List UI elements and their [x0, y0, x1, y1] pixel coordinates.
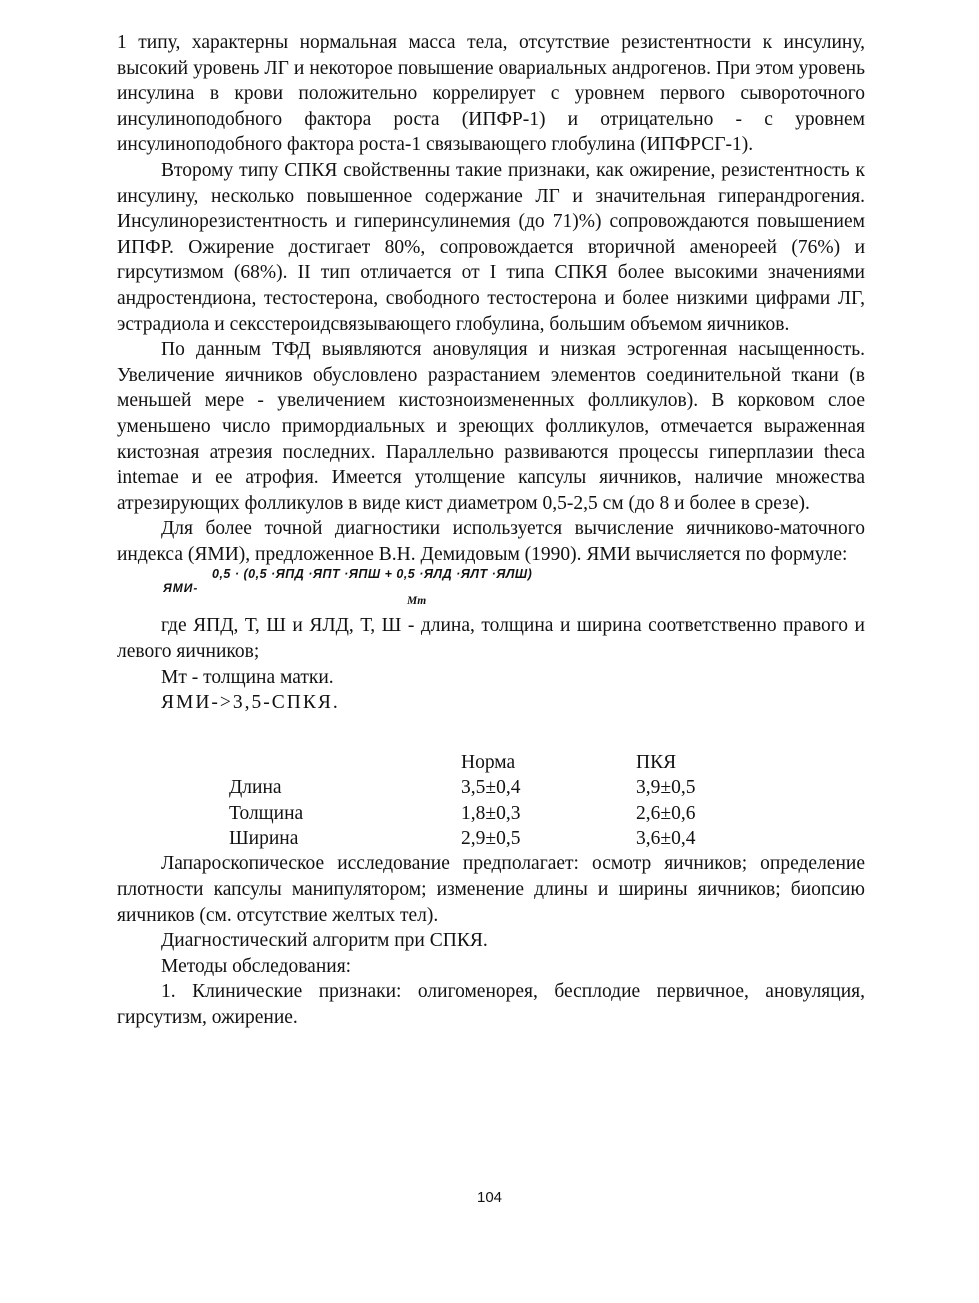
table-cell: Длина	[229, 777, 282, 799]
table-row	[117, 775, 816, 800]
table-cell: 3,6±0,4	[636, 828, 696, 850]
table-cell: Ширина	[229, 828, 299, 850]
table-header-cell: Норма	[461, 751, 516, 773]
paragraph-ymi-intro: Для более точной диагностики используется вычисление яичниково-маточного индекса (ЯМИ), предложенное В.Н. Демидовым (1990). ЯМИ вычисляется по формуле:	[117, 518, 865, 565]
table-cell: 1,8±0,3	[461, 802, 521, 824]
table-row	[117, 826, 816, 851]
paragraph-type2: Второму типу СПКЯ свойственны такие признаки, как ожирение, резистентность к инсулину, несколько повышенное содержание ЛГ и значительная гиперандрогения. Инсулинорезистентность и гиперинсулинемия (до 71)%) сопровождаются повышением ИПФР. Ожирение достигает 80%, сопровождается вторичной аменореей (76%) и гирсутизмом (68%). II тип отличается от I типа СПКЯ более высокими значениями андростендиона, тестостерона, свободного тестостерона и более низкими цифрами ЛГ, эстрадиола и сексстероидсвязывающего глобулина, большим объемом яичников.	[117, 159, 865, 335]
paragraph-type1: 1 типу, характерны нормальная масса тела, отсутствие резистентности к инсулину, высокий уровень ЛГ и некоторое повышение овариальных андрогенов. При этом уровень инсулина в крови положительно коррелирует с уровнем первого сывороточного инсулиноподобного фактора роста (ИПФР-1) и отрицательно - с уровнем инсулиноподобного фактора роста-1 связывающего глобулина (ИПФРСГ-1).	[117, 32, 865, 156]
formula-numerator: 0,5 · (0,5 ·ЯПД ·ЯПТ ·ЯПШ + 0,5 ·ЯЛД ·ЯЛТ ·ЯЛШ)	[212, 567, 533, 582]
paragraph-tfd: По данным ТФД выявляются ановуляция и низкая эстрогенная насыщенность. Увеличение яичников обусловлено разрастанием элементов соединительной ткани (в меньшей мере - увеличением кистозноизмененных фолликулов). В корковом слое уменьшено число примордиальных и зреющих фолликулов, отмечается выраженная кистозная атрезия последних. Параллельно развиваются процессы гиперплазии theca intemae и ее атрофия. Имеется утолщение капсулы яичников, наличие множества атрезирующих фолликулов в виде кист диаметром 0,5-2,5 см (до 8 и более в срезе).	[117, 339, 865, 514]
table-cell: 3,9±0,5	[636, 777, 696, 799]
paragraph-clinical-signs: 1. Клинические признаки: олигоменорея, бесплодие первичное, ановуляция, гирсутизм, ожирение.	[117, 981, 865, 1029]
formula-denominator: Мт	[407, 595, 427, 608]
ovary-size-table	[117, 750, 816, 852]
document-page	[117, 30, 865, 1031]
paragraph-where: где ЯПД, Т, Ш и ЯЛД, Т, Ш - длина, толщина и ширина соответственно правого и левого яичников;	[117, 615, 865, 663]
table-cell: 2,6±0,6	[636, 802, 696, 824]
paragraph-mt: Мт - толщина матки.	[161, 666, 334, 688]
table-cell: Толщина	[229, 802, 304, 824]
table-header-row	[117, 750, 816, 775]
table-cell: 3,5±0,4	[461, 777, 521, 799]
page-number: 104	[476, 1189, 503, 1206]
table-row	[117, 801, 816, 826]
table-cell: 2,9±0,5	[461, 828, 521, 850]
paragraph-algorithm: Диагностический алгоритм при СПКЯ.	[161, 930, 488, 952]
table-header-cell: ПКЯ	[636, 751, 677, 773]
paragraph-ymi-threshold: ЯМИ->3,5-СПКЯ.	[161, 692, 340, 714]
formula-lhs: ЯМИ-	[163, 581, 199, 596]
paragraph-laparoscopy: Лапароскопическое исследование предполагает: осмотр яичников; определение плотности капсулы манипулятором; изменение длины и ширины яичников; биопсию яичников (см. отсутствие желтых тел).	[117, 853, 865, 926]
paragraph-methods: Методы обследования:	[161, 955, 352, 977]
table-header-cell	[117, 750, 461, 775]
ymi-formula	[117, 567, 865, 613]
